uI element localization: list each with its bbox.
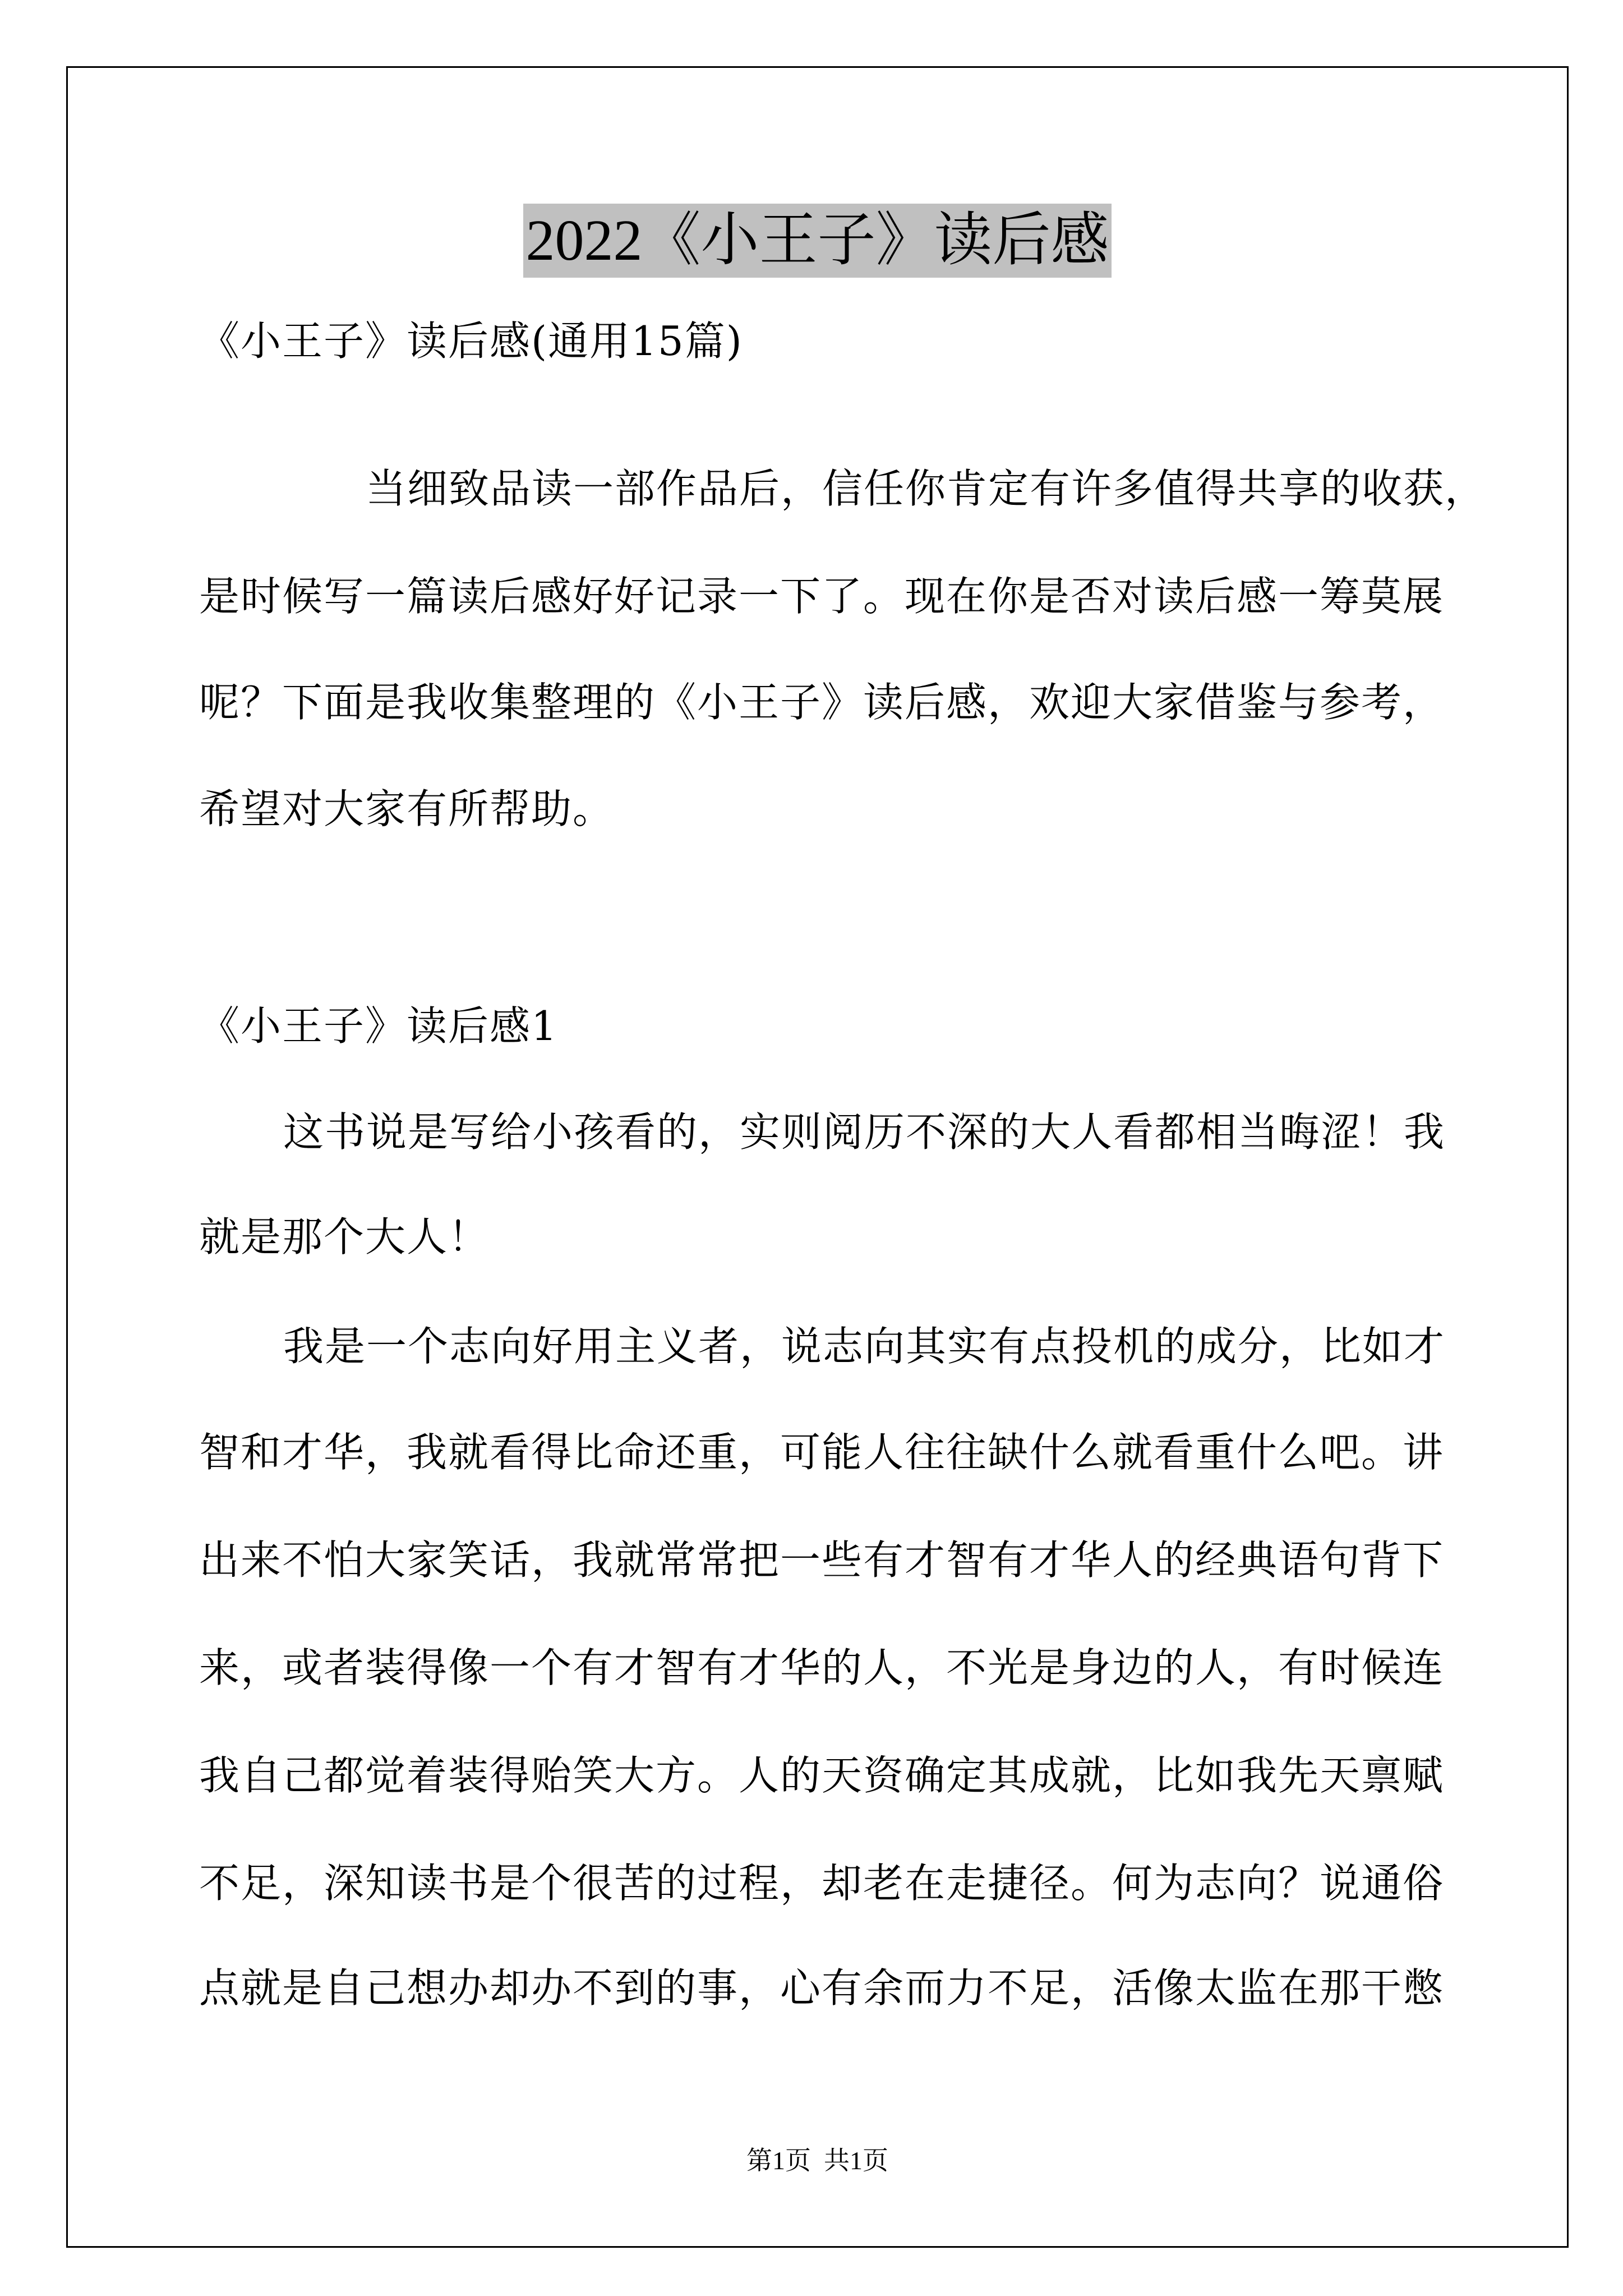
intro-line: 当细致品读一部作品后，信任你肯定有许多值得共享的收获， bbox=[366, 465, 1487, 512]
intro-line: 希望对大家有所帮助。 bbox=[199, 785, 615, 832]
section-heading: 《小王子》读后感1 bbox=[199, 1002, 558, 1050]
paragraph-line: 这书说是写给小孩看的，实则阅历不深的大人看都相当晦涩！我 bbox=[283, 1108, 1446, 1156]
intro-line: 是时候写一篇读后感好好记录一下了。现在你是否对读后感一筹莫展 bbox=[199, 573, 1445, 620]
paragraph-line: 我自己都觉着装得贻笑大方。人的天资确定其成就，比如我先天禀赋 bbox=[199, 1752, 1445, 1799]
page-number-footer: 第1页 共1页 bbox=[746, 2146, 888, 2175]
document-title: 2022《小王子》读后感 bbox=[523, 204, 1111, 278]
title-container bbox=[66, 204, 1569, 278]
document-subtitle: 《小王子》读后感(通用15篇) bbox=[199, 318, 743, 365]
paragraph-line: 点就是自己想办却办不到的事，心有余而力不足，活像太监在那干憋 bbox=[199, 1964, 1445, 2012]
paragraph-line: 智和才华，我就看得比命还重，可能人往往缺什么就看重什么吧。讲 bbox=[199, 1429, 1445, 1476]
paragraph-line: 就是那个大人！ bbox=[199, 1213, 490, 1260]
paragraph-line: 来，或者装得像一个有才智有才华的人，不光是身边的人，有时候连 bbox=[199, 1644, 1445, 1691]
paragraph-line: 我是一个志向好用主义者，说志向其实有点投机的成分，比如才 bbox=[283, 1323, 1446, 1370]
paragraph-line: 出来不怕大家笑话，我就常常把一些有才智有才华人的经典语句背下 bbox=[199, 1536, 1445, 1584]
intro-line: 呢？下面是我收集整理的《小王子》读后感，欢迎大家借鉴与参考， bbox=[199, 679, 1445, 726]
paragraph-line: 不足，深知读书是个很苦的过程，却老在走捷径。何为志向？说通俗 bbox=[199, 1860, 1445, 1907]
